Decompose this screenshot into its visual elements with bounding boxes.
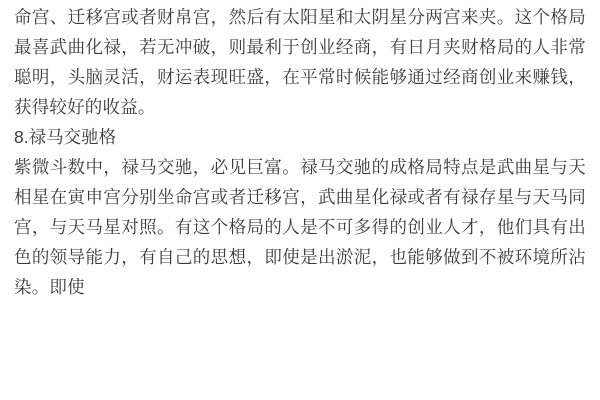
section-heading: 8.禄马交驰格 bbox=[14, 127, 117, 147]
paragraph-continuation: 命宫、迁移宫或者财帛宫，然后有太阳星和太阴星分两宫来夹。这个格局最喜武曲化禄，若无冲破，则最利于创业经商，有日月夹财格局的人非常聪明，头脑灵活，财运表现旺盛，在平常时候能够通过经商创业来赚钱，获得较好的收益。 bbox=[14, 7, 586, 117]
section-paragraph: 紫微斗数中，禄马交驰，必见巨富。禄马交驰的成格局特点是武曲星与天相星在寅申宫分别坐命宫或者迁移宫，武曲星化禄或者有禄存星与天马同宫，与天马星对照。有这个格局的人是不可多得的创业人才，他们具有出色的领导能力，有自己的思想，即使是出淤泥，也能够做到不被环境所沾染。即使 bbox=[14, 157, 586, 297]
